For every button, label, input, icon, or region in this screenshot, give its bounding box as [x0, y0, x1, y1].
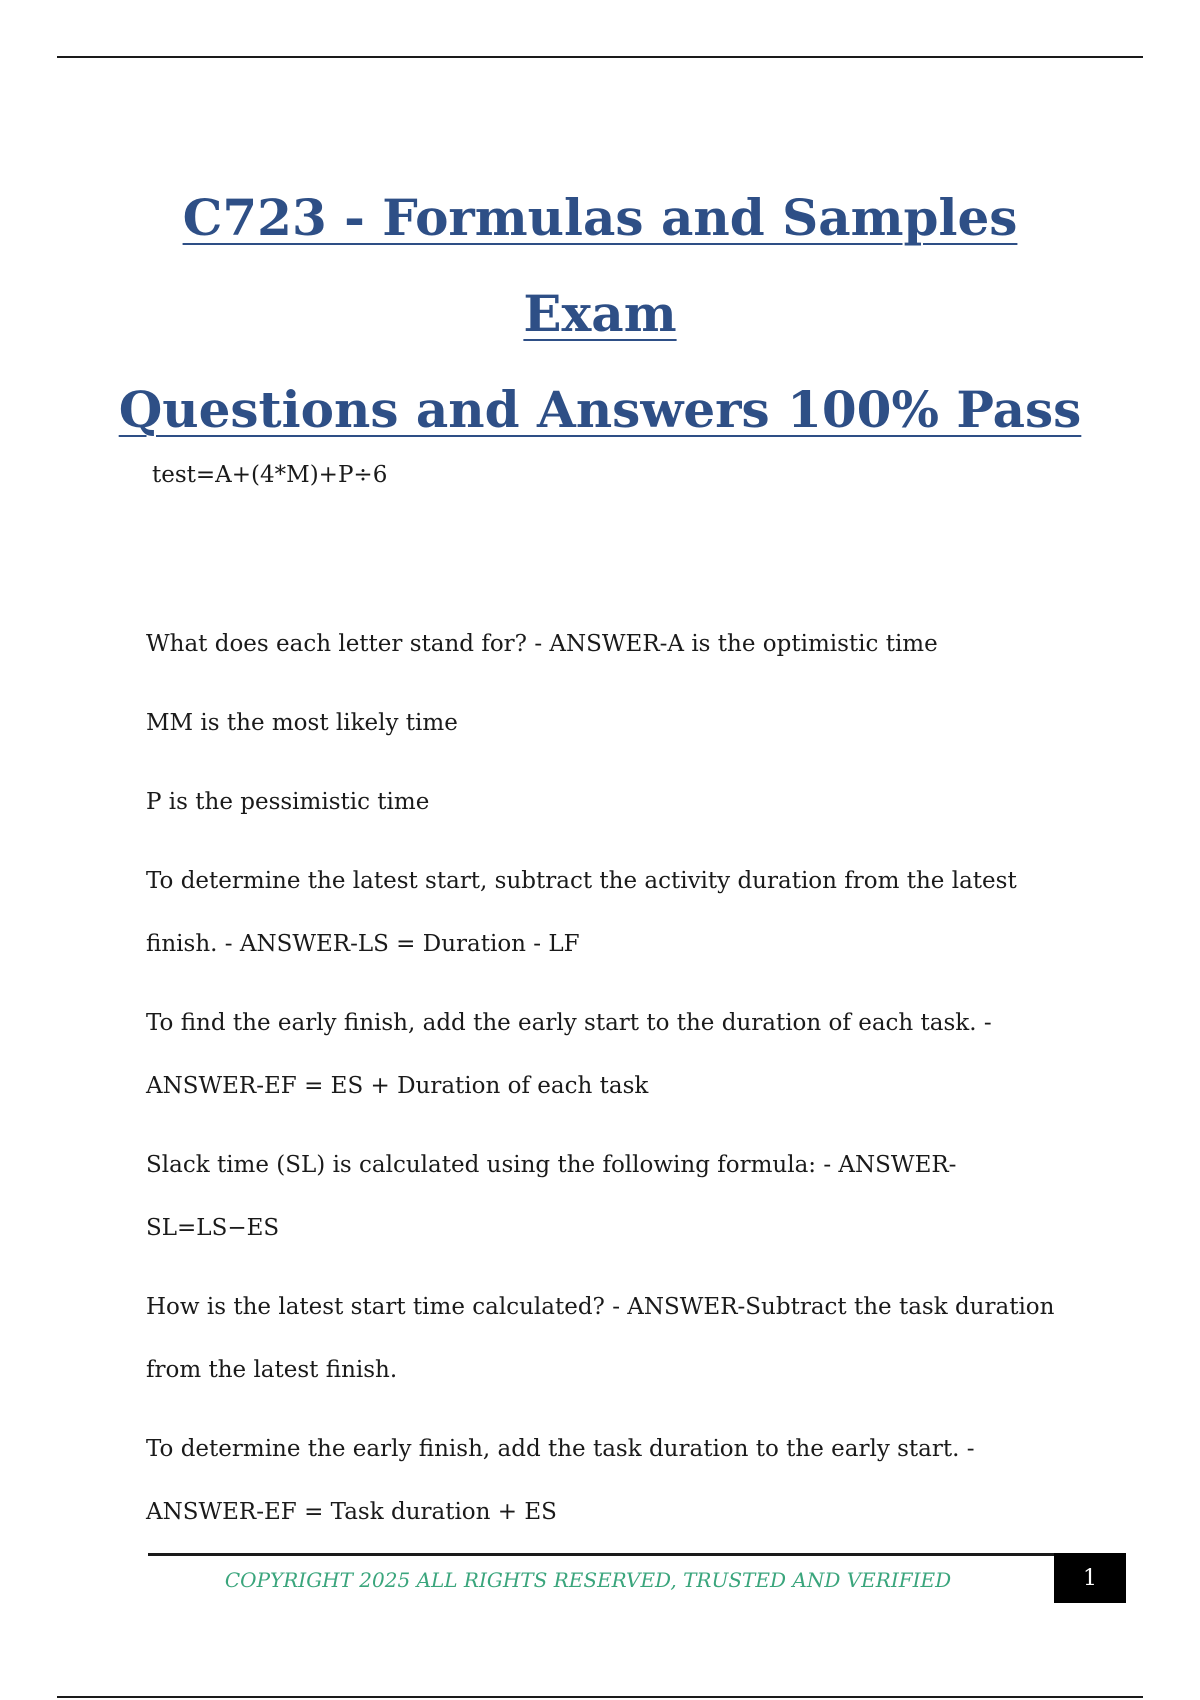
qa-paragraph-5: To find the early finish, add the early start to the duration of each task. - ANSWER-EF = ES + Duration of each task	[146, 1010, 992, 1099]
footer-rule	[148, 1553, 1054, 1556]
qa-paragraph-6: Slack time (SL) is calculated using the following formula: - ANSWER-SL=LS−ES	[146, 1152, 957, 1241]
qa-paragraph-3: P is the pessimistic time	[146, 789, 430, 815]
page-bottom-rule	[57, 1696, 1143, 1698]
qa-paragraph-4: To determine the latest start, subtract the activity duration from the latest finish. - ANSWER-LS = Duration - LF	[146, 868, 1017, 957]
footer-copyright: COPYRIGHT 2025 ALL RIGHTS RESERVED, TRUSTED AND VERIFIED	[224, 1568, 952, 1592]
title-line-2: Questions and Answers 100% Pass	[118, 380, 1082, 439]
page-number: 1	[1054, 1553, 1126, 1603]
qa-paragraph-8: To determine the early finish, add the task duration to the early start. - ANSWER-EF = Task duration + ES	[146, 1436, 975, 1525]
qa-paragraph-1: What does each letter stand for? - ANSWER-A is the optimistic time	[146, 631, 938, 657]
title-line-1: C723 - Formulas and Samples Exam	[182, 188, 1018, 343]
qa-paragraph-7: How is the latest start time calculated? - ANSWER-Subtract the task duration from the latest finish.	[146, 1294, 1055, 1383]
header-rule	[57, 56, 1143, 58]
document-title	[100, 170, 1100, 458]
formula-text: test=A+(4*M)+P÷6	[152, 462, 388, 488]
qa-paragraph-2: MM is the most likely time	[146, 710, 458, 736]
qa-content	[146, 613, 1076, 1560]
